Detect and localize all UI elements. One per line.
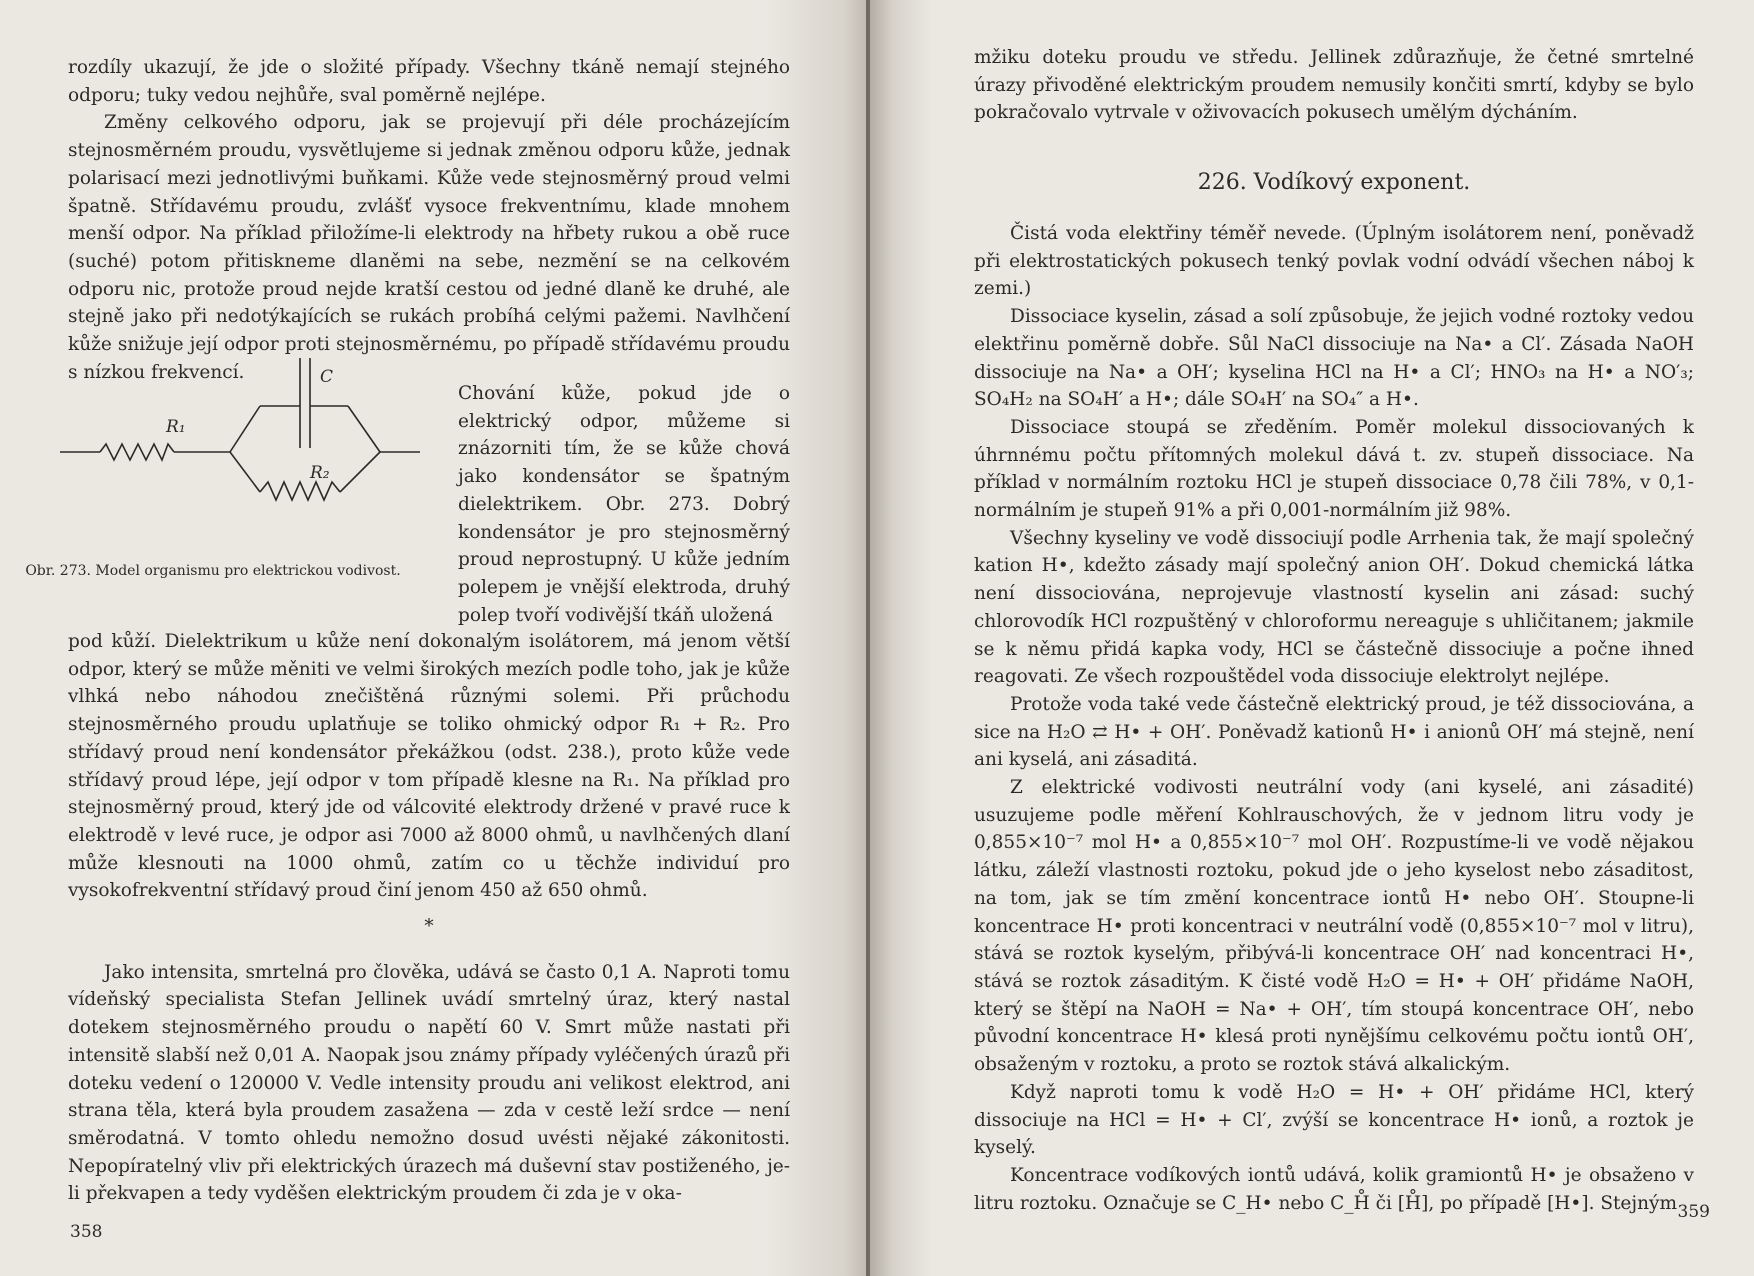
- paragraph: Všechny kyseliny ve vodě dissociují podle Arrhenia tak, že mají společný kation H•, kdežto zásady mají společný anion OH′. Dokud chemická látka není dissociována, neprojevuje vlastností kyselin ani zásad: suchý chlorovodík HCl rozpuštěný v chloroformu nereaguje s uhličitanem; jakmile se k němu přidá kapka vody, HCl se částečně dissociuje a počne ihned reagovati. Ze všech rozpouštědel voda dissociuje elektrolyt nejlépe.: [974, 527, 1694, 688]
- figure-wrap-text: Chování kůže, pokud jde o elektrický odpor, můžeme si znázorniti tím, že se kůže chová jako kondensátor se špatným dielektrikem. Obr. 273. Dobrý kondensátor je pro stejnosměrný proud neprostupný. U kůže jedním polepem je vnější elektroda, druhý polep tvoří vodivější tkáň uložená: [458, 383, 790, 626]
- page-number: 358: [70, 1222, 103, 1242]
- paragraph: Koncentrace vodíkových iontů udává, kolik gramiontů H• je obsaženo v litru roztoku. Označuje se C_H• nebo C_H̊ či [H̊], po případě [H•]. Stejným: [974, 1164, 1694, 1214]
- label-c: C: [320, 367, 334, 387]
- section-separator: *: [424, 916, 434, 938]
- paragraph: Jako intensita, smrtelná pro člověka, udává se často 0,1 A. Naproti tomu vídeňský specialista Stefan Jellinek uvádí smrtelný úraz, který nastal dotekem stejnosměrného proudu o napětí 60 V. Smrt může nastati při intensitě slabší než 0,01 A. Naopak jsou známy případy vyléčených úrazů při doteku vedení o 120000 V. Vedle intensity proudu ani velikost elektrod, ani strana těla, která byla proudem zasažena — zda v cestě leží srdce — není směrodatná. V tomto ohledu nemožno dosud uvésti nějaké zákonitosti. Nepopíratelný vliv při elektrických úrazech má duševní stav postiženého, je-li překvapen a tedy vyděšen elektrickým proudem či zda je v oka-: [68, 961, 790, 1205]
- section-heading: 226. Vodíkový exponent.: [1197, 170, 1471, 195]
- left-text-top: [68, 54, 790, 386]
- left-page: [0, 0, 870, 1276]
- label-r1: R₁: [166, 417, 186, 437]
- paragraph: pod kůží. Dielektrikum u kůže není dokonalým isolátorem, má jenom větší odpor, který se může měniti ve velmi širokých mezích podle toho, jak je kůže vlhká nebo náhodou znečištěná různými solemi. Při průchodu stejnosměrného proudu uplatňuje se toliko ohmický odpor R₁ + R₂. Pro střídavý proud není kondensátor překážkou (odst. 238.), proto kůže vede střídavý proud lépe, její odpor v tom případě klesne na R₁. Na příklad pro stejnosměrný proud, který jde od válcovité elektrody držené v pravé ruce k elektrodě v levé ruce, je odpor asi 7000 až 8000 ohmů, u navlhčených dlaní může klesnouti na 1000 ohmů, zatím co u těchže individuí pro vysokofrekventní střídavý proud činí jenom 450 až 650 ohmů.: [68, 631, 790, 902]
- paragraph: Čistá voda elektřiny téměř nevede. (Úplným isolátorem není, poněvadž při elektrostatických pokusech tenký povlak vodní odvádí všechen náboj k zemi.): [974, 223, 1694, 300]
- paragraph: Dissociace stoupá se zředěním. Poměr molekul dissociovaných k úhrnnému počtu přítomných molekul dává t. zv. stupeň dissociace. Na příklad v normálním roztoku HCl je stupeň dissociace 0,78 čili 78%, v 0,1-normálním je stupeň 91% a při 0,001-normálním již 98%.: [974, 416, 1694, 522]
- right-page: [870, 0, 1754, 1276]
- left-text-bottom: [68, 628, 790, 1208]
- right-text-main: [974, 220, 1694, 1217]
- paragraph: Když naproti tomu k vodě H₂O = H• + OH′ přidáme HCl, který dissociuje na HCl = H• + Cl′, zvýší se koncentrace H• ionů, a roztok je kyselý.: [974, 1081, 1694, 1159]
- paragraph: Z elektrické vodivosti neutrální vody (ani kyselé, ani zásadité) usuzujeme podle měření Kohlrauschových, že v jednom litru vody je 0,855×10⁻⁷ mol H• a 0,855×10⁻⁷ mol OH′. Rozpustíme-li ve vodě nějakou látku, záleží vlastnosti roztoku, pokud jde o jeho kyselost nebo zásaditost, na tom, jak se tím změní koncentrace iontů H• nebo OH′. Stoupne-li koncentrace H• proti koncentraci v neutrální vodě (0,855×10⁻⁷ mol v litru), stává se roztok kyselým, přibývá-li koncentrace OH′ nad koncentraci H•, stává se roztok zásaditým. K čisté vodě H₂O = H• + OH′ přidáme NaOH, který se štěpí na NaOH = Na• + OH′, tím stoupá koncentrace OH′, nebo původní koncentrace H• klesá proti nynějšímu celkovému počtu iontů OH′, obsaženým v roztoku, a proto se roztok stává alkalickým.: [974, 777, 1694, 1076]
- paragraph: mžiku doteku proudu ve středu. Jellinek zdůrazňuje, že četné smrtelné úrazy přivoděné elektrickým proudem nemusily končiti smrtí, kdyby se bylo pokračovalo vytrvale v oživovacích pokusech umělým dýcháním.: [974, 47, 1694, 124]
- paragraph: rozdíly ukazují, že jde o složité případy. Všechny tkáně nemají stejného odporu; tuky vedou nejhůře, sval poměrně nejlépe.: [68, 57, 790, 106]
- page-number: 359: [1677, 1202, 1710, 1222]
- figure-273: [48, 367, 448, 628]
- label-r2: R₂: [310, 463, 330, 483]
- right-text-top: [974, 44, 1694, 127]
- figure-caption: Obr. 273. Model organismu pro elektrickou vodivost.: [25, 563, 401, 579]
- paragraph: Dissociace kyselin, zásad a solí způsobuje, že jejich vodné roztoky vedou elektřinu poměrně dobře. Sůl NaCl dissociuje na Na• a Cl′. Zásada NaOH dissociuje na Na• a OH′; kyselina HCl na H• a Cl′; HNO₃ na H• a NO′₃; SO₄H₂ na SO₄H′ a H•; dále SO₄H′ na SO₄″ a H•.: [974, 306, 1694, 411]
- paragraph: Změny celkového odporu, jak se projevují při déle procházejícím stejnosměrném proudu, vysvětlujeme si jednak změnou odporu kůže, jednak polarisací mezi jednotlivými buňkami. Kůže vede stejnosměrný proud velmi špatně. Střídavému proudu, zvlášť vysoce frekventnímu, klade mnohem menší odpor. Na příklad přiložíme-li elektrody na hřbety rukou a obě ruce (suché) potom přitiskneme dlaněmi na sebe, nezmění se na celkovém odporu nic, protože proud nejde kratší cestou od jedné dlaně ke druhé, ale stejně jako při nedotýkajících se rukách probíhá celými pažemi. Navlhčení kůže snižuje její odpor proti stejnosměrnému, po případě střídavému proudu s nízkou frekvencí.: [68, 112, 790, 383]
- circuit-diagram: [48, 367, 448, 628]
- paragraph: Protože voda také vede částečně elektrický proud, je též dissociována, a sice na H₂O ⇄ H• + OH′. Poněvadž kationů H• i anionů OH′ má stejně, není ani kyselá, ani zásaditá.: [974, 693, 1694, 771]
